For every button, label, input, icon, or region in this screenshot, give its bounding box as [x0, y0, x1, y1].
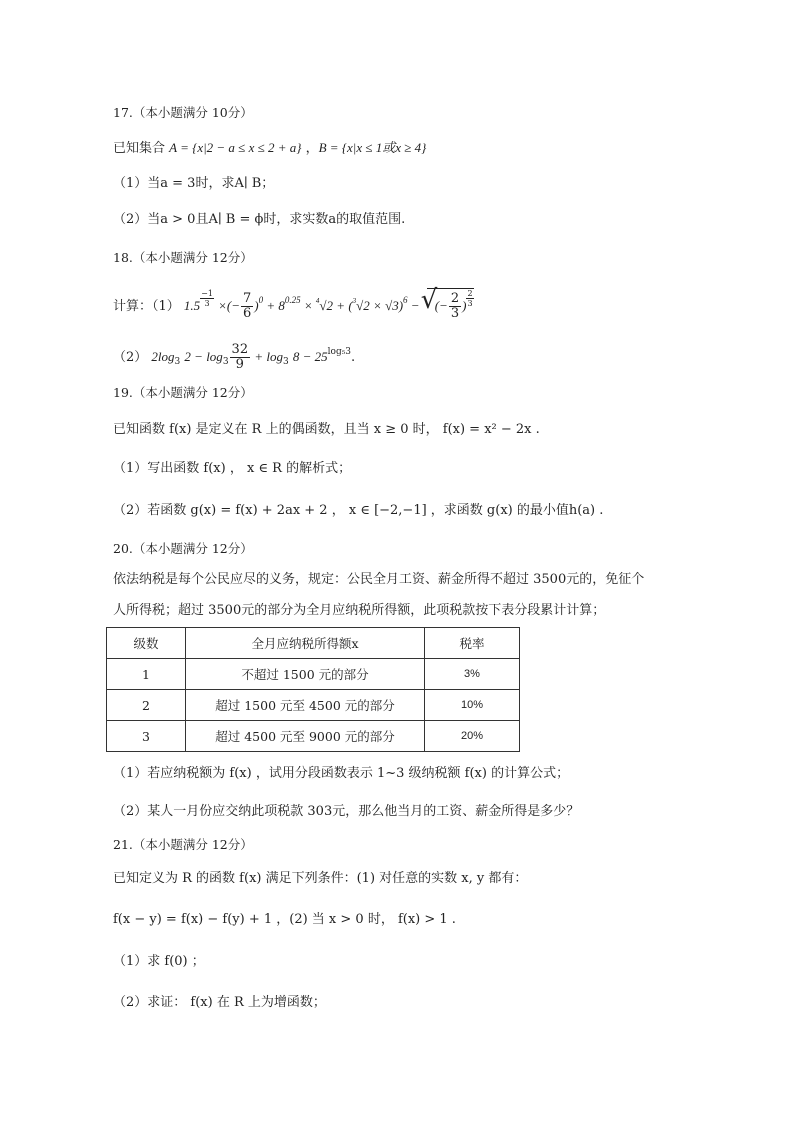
q18-calc-label: 计算：（1） [113, 299, 180, 314]
q21-condition: f(x − y) = f(x) − f(y) + 1 ，(2) 当 x > 0 时， f(x) > 1 . [113, 912, 456, 927]
table-header-cell: 税率 [425, 628, 520, 659]
table-cell: 超过 1500 元至 4500 元的部分 [186, 690, 425, 721]
q18-part1 [113, 288, 474, 328]
q18-p2-exp: log₅3 [327, 347, 352, 357]
q17-stem [113, 139, 426, 158]
q21-part1: （1）求 f(0) ； [113, 954, 205, 969]
q18-p2-d: 8 − 25 [292, 349, 328, 364]
table-cell: 超过 4500 元至 9000 元的部分 [186, 721, 425, 752]
q20-stem-line1: 依法纳税是每个公民应尽的义务，规定：公民全月工资、薪金所得不超过 3500元的，免征个 [113, 572, 645, 587]
table-cell: 2 [107, 690, 186, 721]
q17-stem-prefix: 已知集合 [113, 141, 170, 156]
q18-expr-zero: )$^0 + 8^{0.25} \times ^4√2 + (^3√2 \times √3)^6$ − [254, 295, 420, 313]
q21-part2: （2）求证： f(x) 在 R 上为增函数； [113, 995, 326, 1010]
q17-part1: （1）当a = 3时，求A∣ B； [113, 176, 275, 191]
q18-frac-7-6: $\frac{7}{6}$ [242, 291, 252, 321]
q17-part2: （2）当a > 0且A∣ B = ϕ时，求实数a的取值范围. [113, 212, 406, 227]
tax-rate-table [106, 627, 520, 752]
table-row [107, 690, 520, 721]
table-cell: 3% [425, 659, 520, 690]
table-header-cell: 全月应纳税所得额x [186, 628, 425, 659]
q18-p2-c: + log [251, 349, 283, 364]
table-cell: 3 [107, 721, 186, 752]
table-cell: 不超过 1500 元的部分 [186, 659, 425, 690]
q19-part2: （2）若函数 g(x) = f(x) + 2ax + 2 ， x ∈ [−2,−1] ，求函数 g(x) 的最小值h(a) . [113, 503, 604, 518]
q20-part1: （1）若应纳税额为 f(x) ，试用分段函数表示 1~3 级纳税额 f(x) 的计算公式； [113, 766, 570, 781]
q17-set-a: A = {x|2 − a ≤ x ≤ 2 + a} [169, 140, 302, 155]
table-cell: 1 [107, 659, 186, 690]
q19-part1: （1）写出函数 f(x) ， x ∈ R 的解析式； [113, 461, 352, 476]
q18-p2-a: 2log [151, 349, 175, 364]
q18-title: 18.（本小题满分 12分） [113, 250, 253, 265]
q19-title: 19.（本小题满分 12分） [113, 385, 253, 400]
q17-title: 17.（本小题满分 10分） [113, 105, 253, 120]
q21-stem: 已知定义为 R 的函数 f(x) 满足下列条件：(1) 对任意的实数 x, y 都有： [113, 871, 528, 886]
q21-title: 21.（本小题满分 12分） [113, 837, 253, 852]
q20-stem-line2: 人所得税；超过 3500元的部分为全月应纳税所得额，此项税款按下表分段累计计算； [113, 603, 606, 618]
table-row [107, 721, 520, 752]
table-cell: 20% [425, 721, 520, 752]
q18-sqrt: √ (− $\frac{2}{3}$ ) $\frac{2}{3}$ [427, 288, 474, 324]
q18-expr-times1: ×(− [218, 298, 240, 313]
q17-set-b: B = {x|x ≤ 1或x ≥ 4} [318, 140, 427, 155]
q20-title: 20.（本小题满分 12分） [113, 541, 253, 556]
q18-p2-b: 2 − log [184, 349, 223, 364]
q18-exp-frac: $\frac{-1}{3}$ [201, 289, 213, 308]
table-header-row [107, 628, 520, 659]
q18-p2-label: （2） [113, 350, 148, 365]
table-row [107, 659, 520, 690]
table-cell: 10% [425, 690, 520, 721]
table-header-cell: 级数 [107, 628, 186, 659]
q18-expr-base: 1.5 [183, 298, 201, 313]
q18-part2: （2） $2\log_3$ $2 - \log_3$ $\frac{32}{9}$ + $\log_3 8 - 25^{log_53}$. [113, 342, 356, 372]
q19-stem: 已知函数 f(x) 是定义在 R 上的偶函数，且当 x ≥ 0 时， f(x) = x² − 2x . [113, 422, 540, 437]
q18-frac-32-9: $\frac{32}{9}$ [231, 342, 249, 372]
q17-sep: ， [301, 141, 319, 156]
q20-part2: （2）某人一月份应交纳此项税款 303元，那么他当月的工资、薪金所得是多少？ [113, 804, 580, 819]
